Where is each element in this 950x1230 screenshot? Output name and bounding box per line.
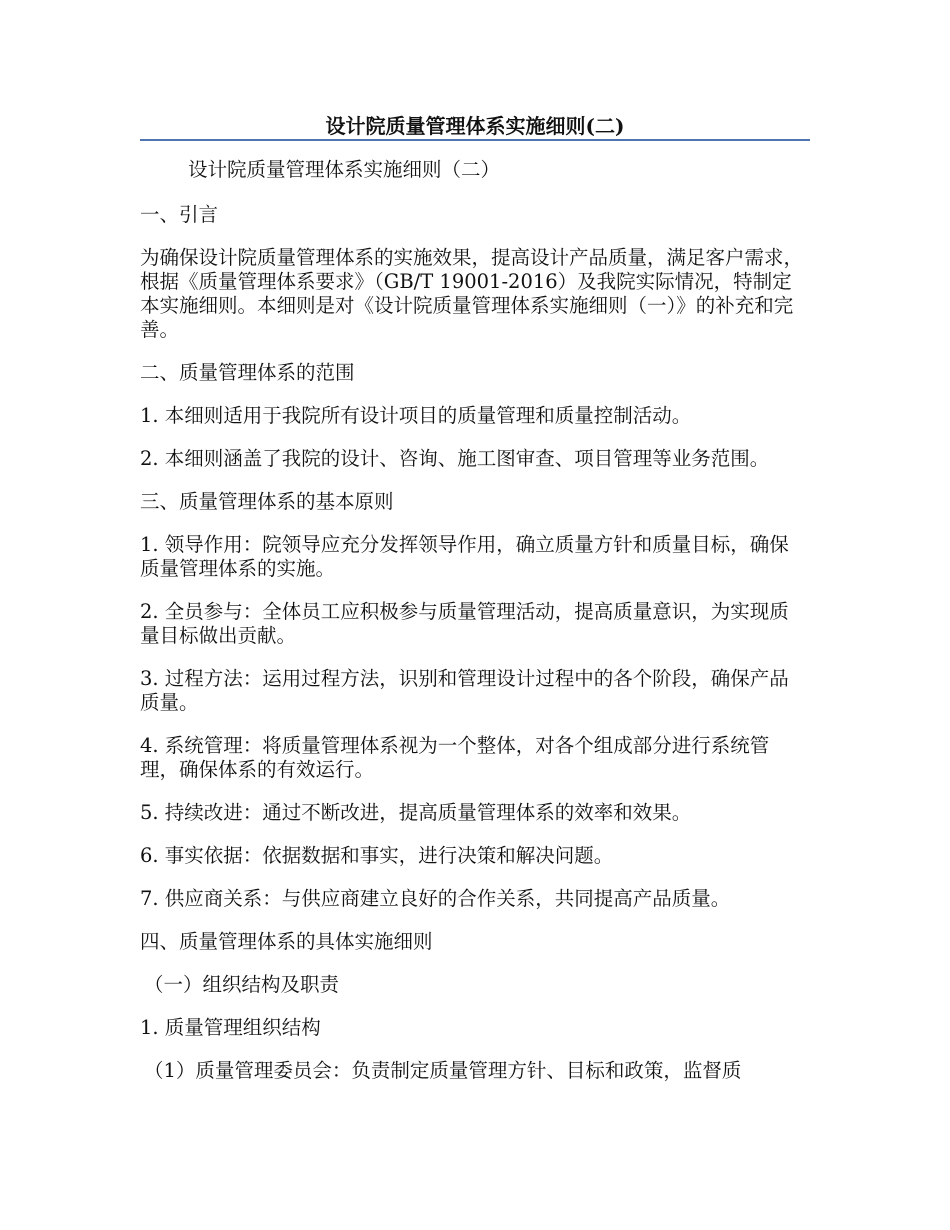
- organization-subitem: （1）质量管理委员会：负责制定质量管理方针、目标和政策，监督质: [144, 1059, 742, 1082]
- principle-item: 7. 供应商关系：与供应商建立良好的合作关系，共同提高产品质量。: [140, 887, 731, 910]
- scope-item: 1. 本细则适用于我院所有设计项目的质量管理和质量控制活动。: [140, 404, 692, 427]
- section-heading-introduction: 一、引言: [140, 203, 219, 226]
- section-heading-scope: 二、质量管理体系的范围: [140, 361, 355, 384]
- scope-item: 2. 本细则涵盖了我院的设计、咨询、施工图审查、项目管理等业务范围。: [140, 447, 770, 470]
- section-heading-principles: 三、质量管理体系的基本原则: [140, 490, 394, 513]
- header-divider: [140, 139, 810, 141]
- principle-item: 4. 系统管理：将质量管理体系视为一个整体，对各个组成部分进行系统管理，确保体系的有效运行。: [140, 734, 770, 781]
- document-body: [140, 158, 808, 1102]
- page-header-title: 设计院质量管理体系实施细则(二): [325, 114, 625, 138]
- principle-item: 6. 事实依据：依据数据和事实，进行决策和解决问题。: [140, 844, 614, 867]
- introduction-paragraph: 为确保设计院质量管理体系的实施效果，提高设计产品质量，满足客户需求，根据《质量管理体系要求》（GB/T 19001-2016）及我院实际情况，特制定本实施细则。本细则是对《设计院质量管理体系实施细则（一）》的补充和完善。: [140, 246, 804, 341]
- document-title: 设计院质量管理体系实施细则（二）: [188, 158, 501, 181]
- organization-item: 1. 质量管理组织结构: [140, 1016, 321, 1039]
- principle-item: 5. 持续改进：通过不断改进，提高质量管理体系的效率和效果。: [140, 801, 692, 824]
- principle-item: 3. 过程方法：运用过程方法，识别和管理设计过程中的各个阶段，确保产品质量。: [140, 667, 789, 714]
- section-heading-implementation: 四、质量管理体系的具体实施细则: [140, 930, 433, 953]
- principle-item: 2. 全员参与：全体员工应积极参与质量管理活动，提高质量意识，为实现质量目标做出贡献。: [140, 600, 789, 647]
- principle-item: 1. 领导作用：院领导应充分发挥领导作用，确立质量方针和质量目标，确保质量管理体系的实施。: [140, 533, 789, 580]
- subsection-heading-organization: （一）组织结构及职责: [144, 973, 340, 996]
